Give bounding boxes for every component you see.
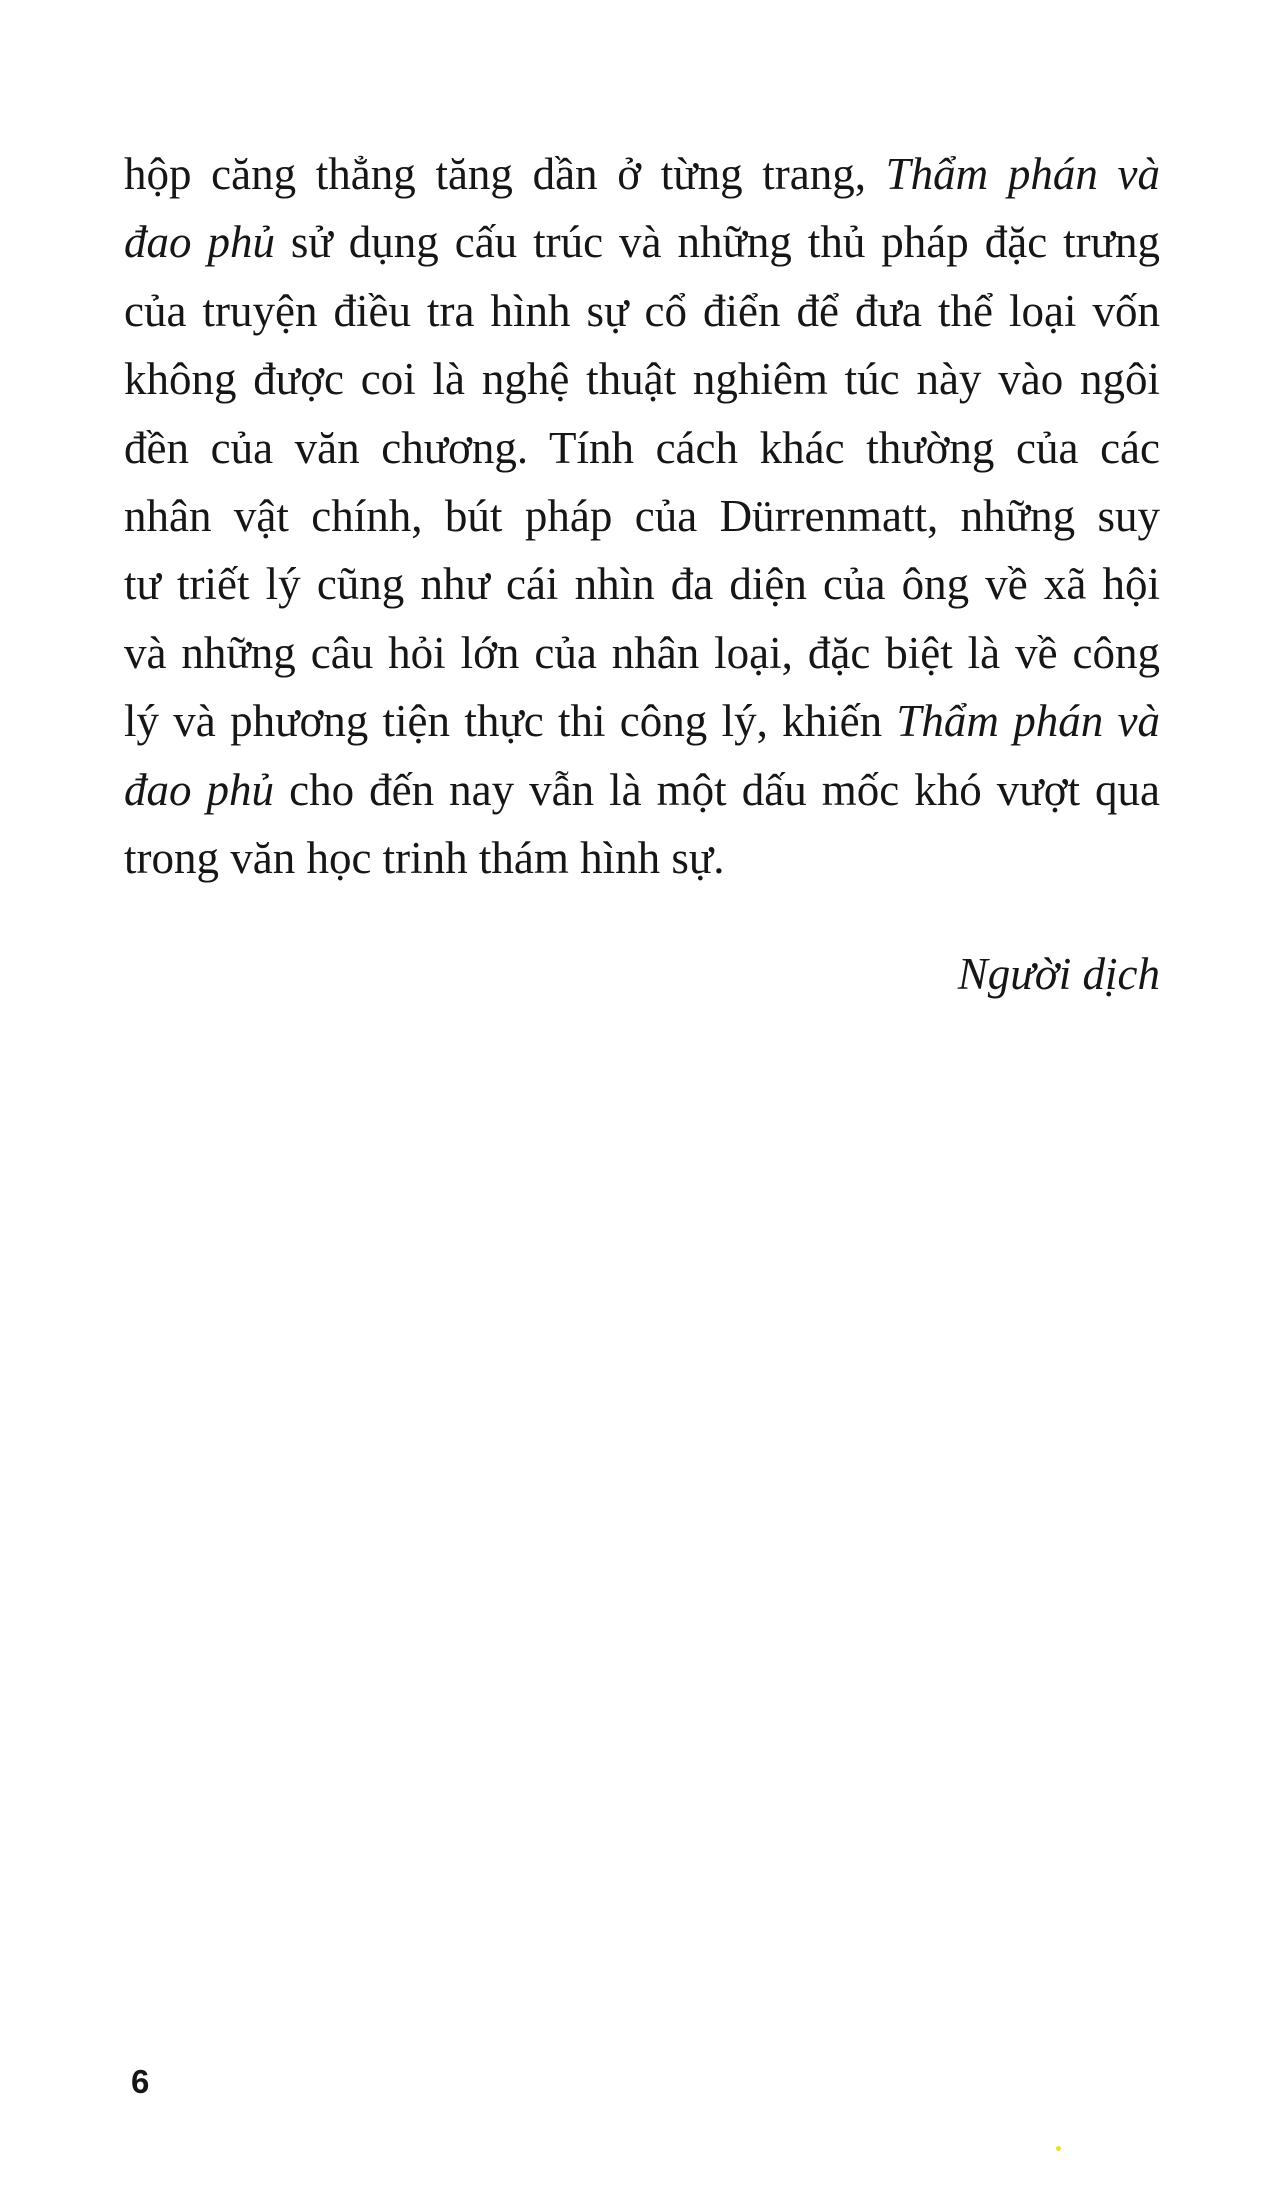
text-line <box>124 208 1160 276</box>
italic-title-segment: đao phủ <box>124 764 275 815</box>
text-line <box>124 550 1160 618</box>
text-segment: sử dụng cấu trúc và những thủ pháp đặc trưng <box>274 217 1160 268</box>
italic-title-segment: Thẩm phán và <box>896 696 1161 747</box>
text-line <box>124 756 1160 824</box>
text-segment: lý và phương tiện thực thi công lý, khiến <box>124 696 897 747</box>
text-line <box>124 140 1160 208</box>
text-line <box>124 482 1160 550</box>
italic-title-segment: đao phủ <box>124 217 275 268</box>
text-segment: trong văn học trinh thám hình sự. <box>124 833 725 884</box>
page-number: 6 <box>131 2063 150 2100</box>
body-paragraph <box>124 140 1160 892</box>
text-segment: cho đến nay vẫn là một dấu mốc khó vượt qua <box>274 764 1161 815</box>
text-segment: hộp căng thẳng tăng dần ở từng trang, <box>124 149 886 199</box>
italic-title-segment: Thẩm phán và <box>885 149 1160 199</box>
translator-signature: Người dịch <box>957 949 1160 999</box>
text-line <box>124 277 1160 345</box>
scan-speck <box>1056 2146 1061 2151</box>
text-segment: và những câu hỏi lớn của nhân loại, đặc biệt là về công <box>124 627 1160 678</box>
text-segment: tư triết lý cũng như cái nhìn đa diện của ông về xã hội <box>124 559 1160 610</box>
text-line <box>124 414 1160 482</box>
text-segment: đền của văn chương. Tính cách khác thường của các <box>124 422 1160 473</box>
text-segment: của truyện điều tra hình sự cổ điển để đưa thể loại vốn <box>124 285 1160 336</box>
text-line <box>124 619 1160 687</box>
text-segment: nhân vật chính, bút pháp của Dürrenmatt, những suy <box>124 491 1160 542</box>
text-segment: không được coi là nghệ thuật nghiêm túc này vào ngôi <box>124 354 1160 405</box>
text-line <box>124 345 1160 413</box>
text-line <box>124 687 1160 755</box>
text-line <box>124 824 1160 892</box>
